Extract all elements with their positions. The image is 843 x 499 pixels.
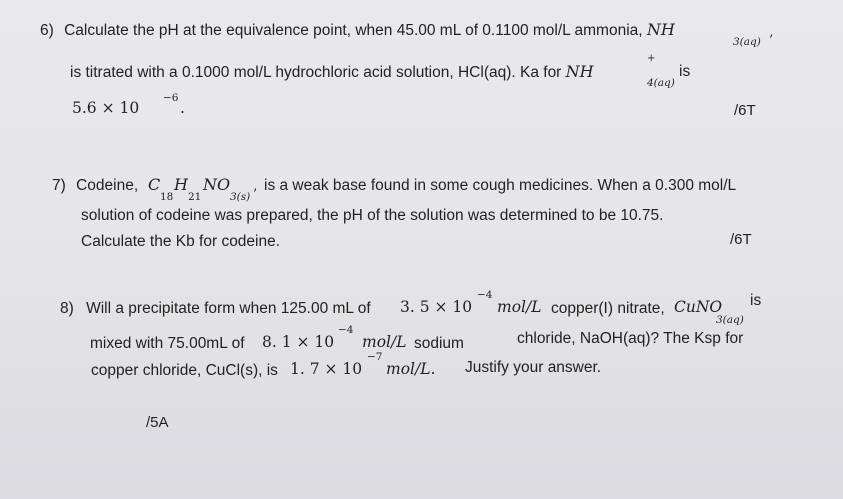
codeine-no: NO [203,175,231,194]
q8-line2-start: mixed with 75.00mL of [90,335,245,352]
ammonia-formula: NH [646,20,675,39]
q8-line1-mid: copper(I) nitrate, [551,300,665,317]
ksp-mantissa: 1. 7 × 10 [290,360,363,378]
conc1-exponent: −4 [477,289,493,301]
codeine-trail: ’ [253,187,258,202]
q7-line1-end: is a weak base found in some cough medicines. When a 0.300 mol/L [264,177,737,194]
q8-line-1 [60,301,371,317]
ksp-unit: mol/L. [386,360,436,378]
q7-line1-start: Codeine, [76,177,139,194]
q6-line-3 [72,101,139,117]
ka-mantissa: 5.6 × 10 [72,99,140,117]
q6-line1-text: Calculate the pH at the equivalence point, when 45.00 mL of 0.1100 mol/L ammonia, [64,22,643,39]
q7-number: 7) [52,177,66,194]
ka-end: . [180,99,185,117]
q7-line-1 [52,178,138,194]
codeine-h: H [174,175,188,194]
conc1-mantissa: 3. 5 × 10 [400,298,473,316]
q8-line3-end: Justify your answer. [465,359,602,376]
q6-number: 6) [40,22,54,39]
q6-line2-end: is [679,63,691,80]
conc1-unit: mol/L [497,298,542,316]
q8-line3-start: copper chloride, CuCl(s), is [91,362,278,379]
ammonia-trail: ’ [769,33,774,48]
conc2-exponent: −4 [338,324,354,336]
conc2-unit: mol/L [362,333,407,351]
q8-marks: /5A [146,414,169,431]
q6-marks: /6T [734,102,756,119]
ka-exponent: −6 [163,92,179,104]
nitrate-subscript: 3(aq) [716,314,744,326]
nitrate-formula: CuNO [674,298,723,316]
codeine-c: C [148,175,161,194]
ammonia-subscript: 3(aq) [733,36,761,48]
q8-line2-right: chloride, NaOH(aq)? The Ksp for [517,330,744,347]
ammonium-subscript: 4(aq) [647,77,675,89]
codeine-c-subscript: 18 [160,191,174,203]
q8-line2-mid: sodium [414,335,464,352]
ksp-exponent: −7 [367,351,383,363]
conc2-mantissa: 8. 1 × 10 [262,333,335,351]
q8-line1-end: is [750,292,762,309]
ammonium-formula: NH [565,62,594,81]
q8-number: 8) [60,300,74,317]
q6-line-2 [70,64,594,81]
codeine-h-subscript: 21 [188,191,202,203]
q6-line-1 [40,22,675,39]
q8-line1-start: Will a precipitate form when 125.00 mL of [86,300,371,317]
q7-line-3: Calculate the Kb for codeine. [81,233,281,250]
codeine-no-subscript: 3(s) [230,191,251,203]
q7-line-2: solution of codeine was prepared, the pH of the solution was determined to be 10.75. [81,207,664,224]
q6-line2-text: is titrated with a 0.1000 mol/L hydrochloric acid solution, HCl(aq). Ka for [70,64,562,81]
ammonium-charge: + [647,53,656,64]
q7-marks: /6T [730,231,752,248]
